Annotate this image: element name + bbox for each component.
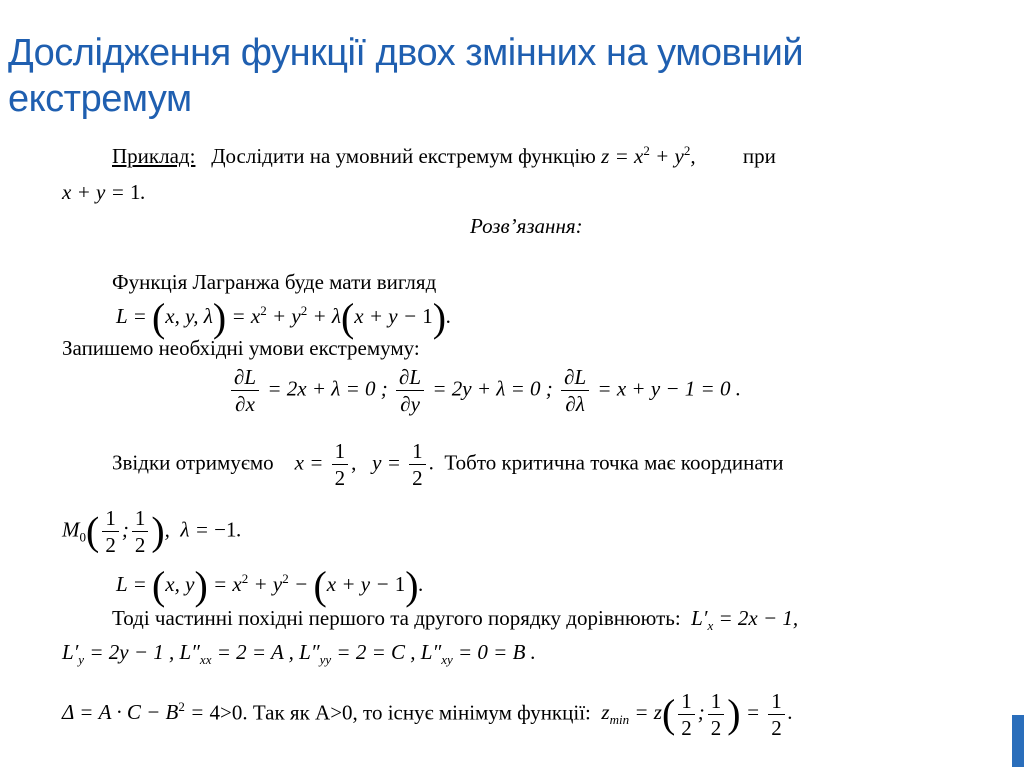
page-title: Дослідження функції двох змінних на умовний екстремум (8, 32, 804, 120)
conditions-system: $\frac{\partial L}{\partial x}$ = 2x + λ = 0 ; $\frac{\partial L}{\partial y}$ = 2y + λ = 0 ; $\frac{\partial L}{\partial\lambda}$ = x + y − 1 = 0 . (228, 364, 741, 417)
lagrange-function-2: L = (x, $y) = x^2 + y^2 - (x + y - 1)$. (116, 563, 424, 608)
delta-text: 4>0. Так як А>0, то існує мінімум функції: (209, 700, 591, 725)
constraint: x + y = 1. (62, 180, 146, 204)
necessary-conditions: Запишемо необхідні умови екстремуму: (62, 336, 420, 360)
solution-heading: Розв’язання: (470, 214, 583, 238)
delta-line: $\Delta = A \cdot C - B^2 = 4>0$. Так як А>0, то існує мінімум функції: $z_{min} = z$( $\frac{1}{2}$ ; $\frac{1}{2}$ ) = $\frac{1}{2}$ . (62, 689, 793, 740)
second-partials: $L'_y = 2y - 1$ , $L''_{xx} = 2 = A$ , $L''_{yy} = 2 = C$ , $L''_{xy} = 0 = B$ . (62, 640, 536, 668)
critical-point-text: Тобто критична точка має координати (444, 450, 784, 475)
partials-line: Тоді частинні похідні першого та другого порядку дорівнюють: $L'_x = 2x - 1$, (112, 606, 799, 634)
hence-text: Звідки отримуємо (112, 450, 274, 475)
lagrange-function: L = (x, y, $\lambda) = x^2 + y^2 + \lambda(x + y - 1)$. (116, 295, 452, 340)
example-label: Приклад: (112, 144, 196, 168)
example-function: $z = x^2 + y^2$, (601, 143, 701, 168)
hence-line: Звідки отримуємо x = $\frac{1}{2}$ , y = $\frac{1}{2}$ . Тобто критична точка має координати (112, 439, 784, 490)
partials-intro: Тоді частинні похідні першого та другого порядку дорівнюють: (112, 606, 681, 630)
example-text: Дослідити на умовний екстремум функцію (211, 144, 596, 168)
example-when: при (742, 144, 776, 168)
lagrange-intro: Функція Лагранжа буде мати вигляд (112, 270, 437, 294)
slide-edge-decoration (1012, 715, 1024, 767)
critical-point: $M_0$( $\frac{1}{2}$ ; $\frac{1}{2}$ ), λ = −1. (62, 506, 242, 557)
example-line (112, 143, 776, 169)
